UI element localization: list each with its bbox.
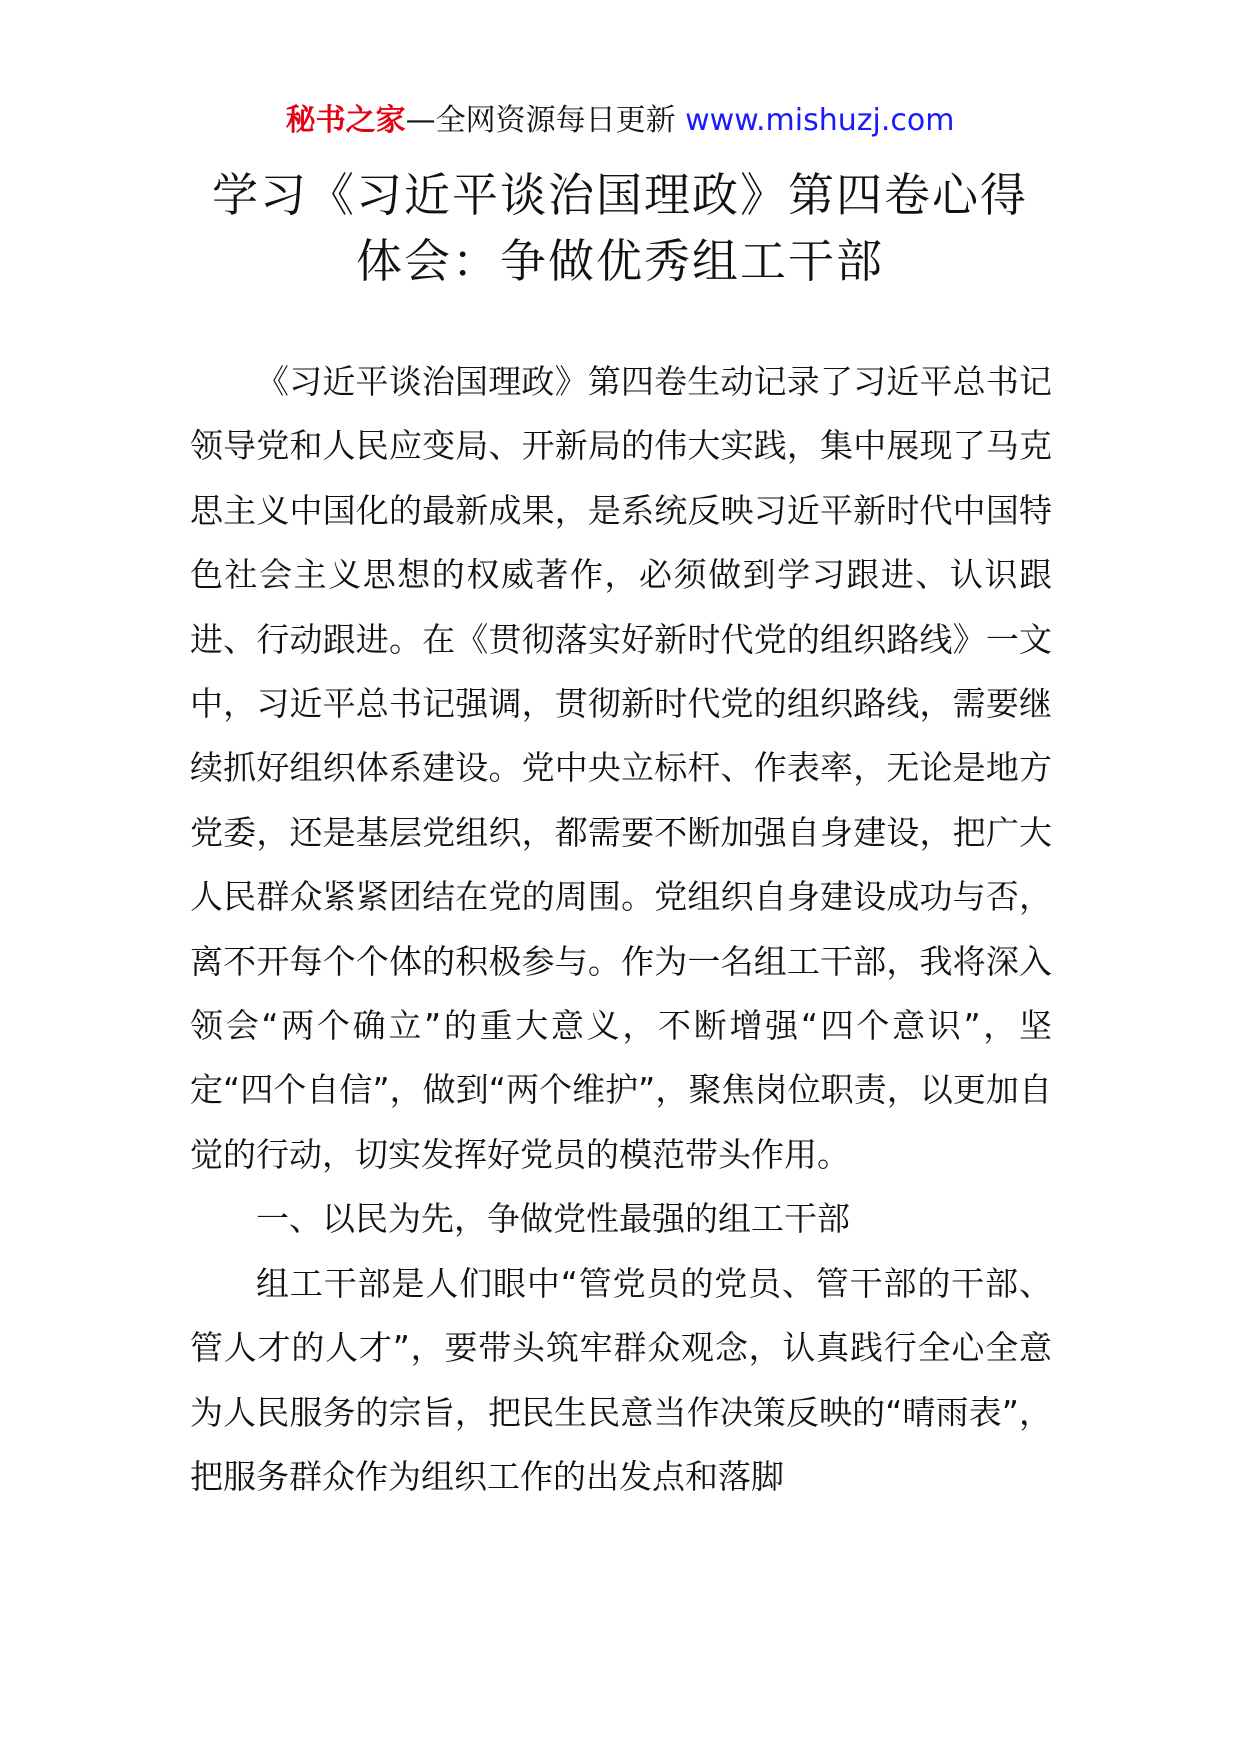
document-body xyxy=(190,350,1052,1509)
section-paragraph: 组工干部是人们眼中“管党员的党员、管干部的干部、管人才的人才”，要带头筑牢群众观念，认真践行全心全意为人民服务的宗旨，把民生民意当作决策反映的“晴雨表”，把服务群众作为组织工作的出发点和落脚 xyxy=(190,1263,1052,1496)
section-heading: 一、以民为先，争做党性最强的组工干部 xyxy=(256,1199,850,1239)
intro-paragraph: 《习近平谈治国理政》第四卷生动记录了习近平总书记领导党和人民应变局、开新局的伟大实践，集中展现了马克思主义中国化的最新成果，是系统反映习近平新时代中国特色社会主义思想的权威著作，必须做到学习跟进、认识跟进、行动跟进。在《贯彻落实好新时代党的组织路线》一文中，习近平总书记强调，贯彻新时代党的组织路线，需要继续抓好组织体系建设。党中央立标杆、作表率，无论是地方党委，还是基层党组织，都需要不断加强自身建设，把广大人民群众紧紧团结在党的周围。党组织自身建设成功与否，离不开每个个体的积极参与。作为一名组工干部，我将深入领会“两个确立”的重大意义，不断增强“四个意识”，坚定“四个自信”，做到“两个维护”，聚焦岗位职责，以更加自觉的行动，切实发挥好党员的模范带头作用。 xyxy=(190,362,1052,1174)
document-title: 学习《习近平谈治国理政》第四卷心得体会：争做优秀组工干部 xyxy=(212,168,1028,288)
site-tagline: —全网资源每日更新 xyxy=(405,103,676,138)
site-url-link[interactable]: www.mishuzj.com xyxy=(685,103,955,138)
site-brand: 秘书之家 xyxy=(285,103,406,138)
site-header xyxy=(0,100,1240,142)
